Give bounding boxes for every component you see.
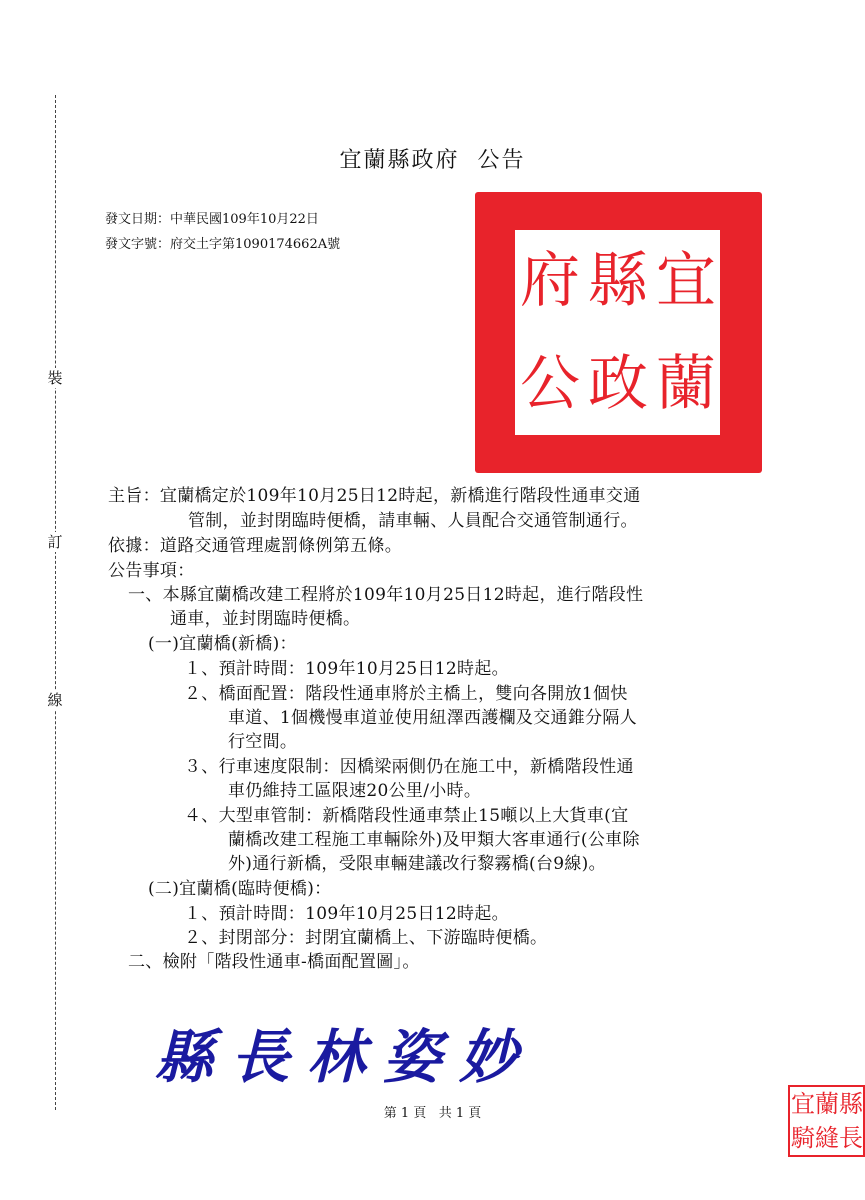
seal-char: 蘭 xyxy=(656,349,716,419)
subject-line-2: 管制，並封閉臨時便橋，請車輛、人員配合交通管制通行。 xyxy=(188,511,638,531)
document-number: 發文字號：府交土字第1090174662A號 xyxy=(105,237,341,252)
items-title: 公告事項： xyxy=(108,561,195,581)
sub-2-item-2: ２、封閉部分：封閉宜蘭橋上、下游臨時便橋。 xyxy=(184,928,548,948)
seal-char: 縣 xyxy=(588,246,648,316)
seal-char: 府 xyxy=(520,246,580,316)
binding-char-1: 裝 xyxy=(43,368,67,388)
issue-date: 發文日期：中華民國109年10月22日 xyxy=(105,212,319,227)
sub-1-item-1: １、預計時間：109年10月25日12時起。 xyxy=(184,659,509,679)
binding-char-2: 訂 xyxy=(43,532,67,552)
seal-char: 公 xyxy=(520,349,580,419)
seal-inner xyxy=(515,230,720,435)
item-1-line-2: 通車，並封閉臨時便橋。 xyxy=(170,609,361,629)
stamp-char: 蘭 xyxy=(815,1090,839,1118)
subject-line-1: 主旨：宜蘭橋定於109年10月25日12時起，新橋進行階段性通車交通 xyxy=(108,486,641,506)
sub-1-item-2-line-1: ２、橋面配置：階段性通車將於主橋上，雙向各開放1個快 xyxy=(184,684,628,704)
sub-1-title: (一)宜蘭橋(新橋)： xyxy=(148,634,297,654)
page-number: 第 1 頁 共 1 頁 xyxy=(383,1106,482,1121)
stamp-char: 騎 xyxy=(791,1124,815,1152)
stamp-char: 縣 xyxy=(839,1090,863,1118)
small-stamp xyxy=(788,1085,865,1157)
sub-1-item-2-line-3: 行空間。 xyxy=(228,732,298,752)
seal-char: 宜 xyxy=(656,246,716,316)
seal-char: 政 xyxy=(588,349,648,419)
sub-2-title: (二)宜蘭橋(臨時便橋)： xyxy=(148,879,332,899)
basis-line: 依據：道路交通管理處罰條例第五條。 xyxy=(108,536,403,556)
stamp-char: 縫 xyxy=(815,1124,839,1152)
item-1-line-1: 一、本縣宜蘭橋改建工程將於109年10月25日12時起，進行階段性 xyxy=(128,585,644,605)
stamp-char: 宜 xyxy=(791,1090,815,1118)
sub-1-item-2-line-2: 車道、1個機慢車道並使用紐澤西護欄及交通錐分隔人 xyxy=(228,708,638,728)
sub-1-item-3-line-1: ３、行車速度限制：因橋梁兩側仍在施工中，新橋階段性通 xyxy=(184,757,634,777)
binding-line xyxy=(55,95,56,1110)
sub-1-item-4-line-1: ４、大型車管制：新橋階段性通車禁止15噸以上大貨車(宜 xyxy=(184,806,629,826)
document-title: 宜蘭縣政府 公告 xyxy=(339,148,526,173)
stamp-char: 長 xyxy=(839,1124,863,1152)
sub-2-item-1: １、預計時間：109年10月25日12時起。 xyxy=(184,904,509,924)
sub-1-item-4-line-2: 蘭橋改建工程施工車輛除外)及甲類大客車通行(公車除 xyxy=(228,830,640,850)
sub-1-item-4-line-3: 外)通行新橋，受限車輛建議改行黎霧橋(台9線)。 xyxy=(228,854,606,874)
official-seal xyxy=(475,192,762,473)
signature: 縣長林姿妙 xyxy=(155,1023,536,1091)
sub-1-item-3-line-2: 車仍維持工區限速20公里/小時。 xyxy=(228,781,482,801)
binding-char-3: 線 xyxy=(43,690,67,710)
item-2: 二、檢附「階段性通車-橋面配置圖」。 xyxy=(128,952,420,972)
